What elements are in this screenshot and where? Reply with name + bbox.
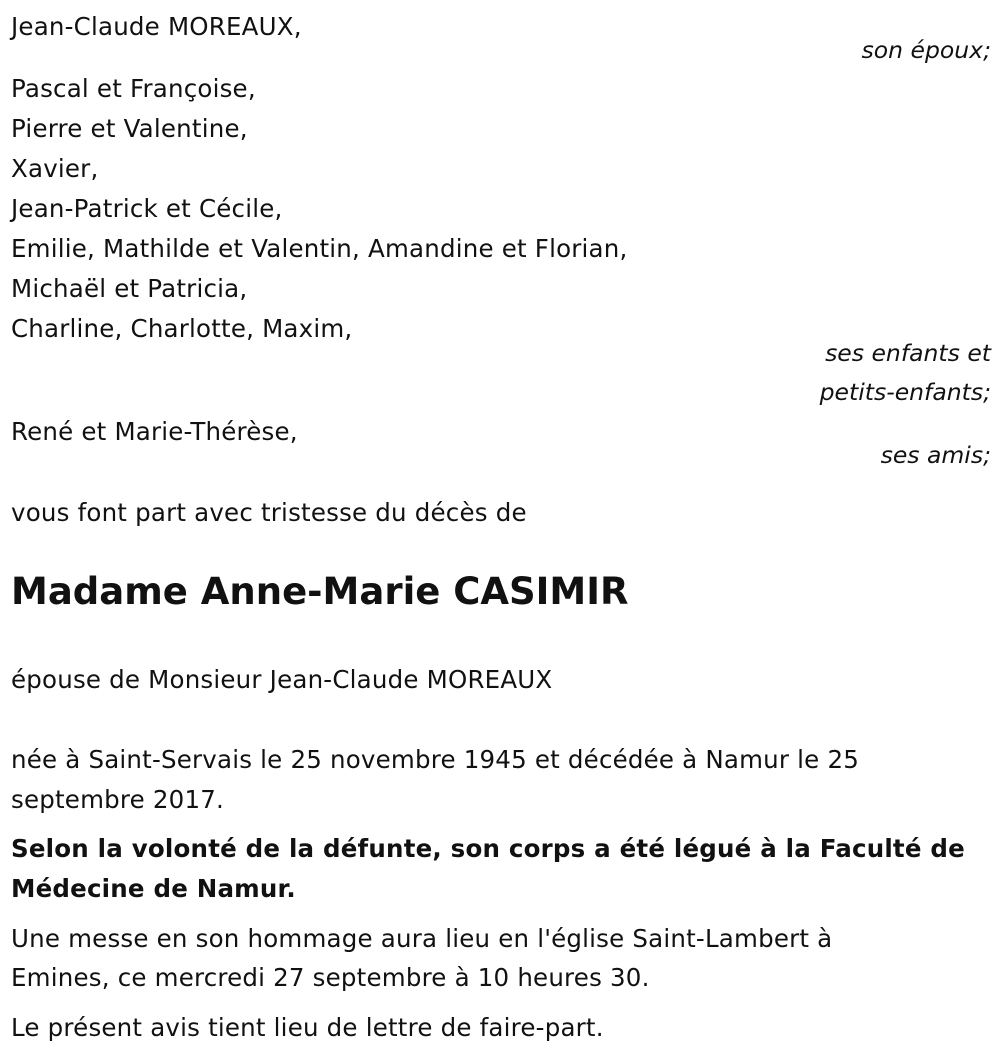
body-donation-line-2: Médecine de Namur. <box>11 874 296 903</box>
child-name-line: Xavier, <box>11 154 99 183</box>
grandchildren-name-line: Charline, Charlotte, Maxim, <box>11 314 353 343</box>
child-name-line: Jean-Patrick et Cécile, <box>11 194 283 223</box>
friends-relation: ses amis; <box>880 441 991 469</box>
children-relation-line-2: petits-enfants; <box>819 378 991 406</box>
friends-name: René et Marie-Thérèse, <box>11 417 298 446</box>
spouse-relation: son époux; <box>861 36 991 64</box>
birth-death-line-1: née à Saint-Servais le 25 novembre 1945 et décédée à Namur le 25 <box>11 745 860 774</box>
child-name-line: Pierre et Valentine, <box>11 114 248 143</box>
child-name-line: Pascal et Françoise, <box>11 74 256 103</box>
body-donation-line-1: Selon la volonté de la défunte, son corps a été légué à la Faculté de <box>11 834 965 863</box>
announcement-intro: vous font part avec tristesse du décès de <box>11 498 527 527</box>
grandchildren-name-line: Emilie, Mathilde et Valentin, Amandine et Florian, <box>11 234 628 263</box>
birth-death-line-2: septembre 2017. <box>11 785 225 814</box>
mass-line-2: Emines, ce mercredi 27 septembre à 10 heures 30. <box>11 963 650 992</box>
mass-line-1: Une messe en son hommage aura lieu en l'église Saint-Lambert à <box>11 924 833 953</box>
closing-line: Le présent avis tient lieu de lettre de faire-part. <box>11 1013 604 1042</box>
spouse-name: Jean-Claude MOREAUX, <box>11 12 302 41</box>
spouse-of-line: épouse de Monsieur Jean-Claude MOREAUX <box>11 665 553 694</box>
deceased-name: Madame Anne-Marie CASIMIR <box>11 570 629 613</box>
grandchildren-name-line: Michaël et Patricia, <box>11 274 248 303</box>
children-relation-line-1: ses enfants et <box>825 339 991 367</box>
